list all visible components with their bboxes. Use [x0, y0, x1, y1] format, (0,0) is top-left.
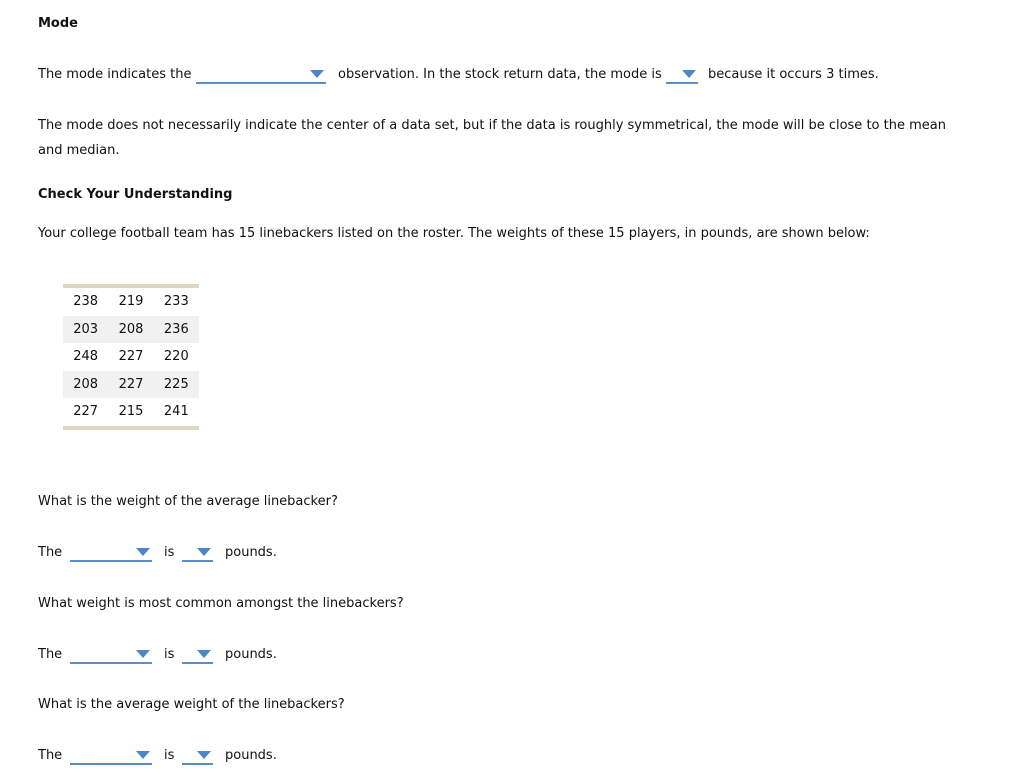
question-2-suffix: pounds.: [225, 647, 277, 662]
question-3-value-dropdown[interactable]: [182, 749, 213, 765]
question-1-is: is: [164, 545, 175, 560]
mode-sentence-middle: observation. In the stock return data, the mode is: [338, 67, 662, 82]
question-1-prompt: What is the weight of the average linebacker?: [38, 494, 338, 509]
table-cell: 248: [73, 349, 99, 365]
question-2-is: is: [164, 647, 175, 662]
chevron-down-icon: [197, 650, 211, 658]
table-cell: 225: [154, 371, 199, 399]
question-3-suffix: pounds.: [225, 748, 277, 763]
question-3-prefix: The: [38, 748, 63, 763]
table-cell: 215: [118, 404, 144, 420]
question-3-is: is: [164, 748, 175, 763]
question-2-prefix: The: [38, 647, 63, 662]
chevron-down-icon: [682, 70, 696, 78]
table-cell: 208: [108, 316, 153, 344]
question-1-value-dropdown[interactable]: [182, 546, 213, 562]
question-2-measure-dropdown[interactable]: [70, 648, 152, 664]
table-row: [63, 398, 199, 428]
check-intro: Your college football team has 15 linebackers listed on the roster. The weights of these 15 players, in pounds, are shown below:: [38, 226, 870, 241]
table-cell: 227: [73, 404, 99, 420]
mode-paragraph: The mode does not necessarily indicate the center of a data set, but if the data is roughly symmetrical, the mode will be close to the mean and median.: [38, 118, 946, 158]
chevron-down-icon: [197, 751, 211, 759]
question-1-prefix: The: [38, 545, 63, 560]
question-1-measure-dropdown[interactable]: [70, 546, 152, 562]
table-row: [63, 371, 199, 399]
mode-observation-dropdown[interactable]: [196, 68, 326, 84]
chevron-down-icon: [197, 548, 211, 556]
table-cell: 233: [163, 294, 189, 310]
section-title: Mode: [38, 16, 78, 31]
table-cell: 220: [163, 349, 189, 365]
table-row: [63, 343, 199, 371]
table-cell: 236: [154, 316, 199, 344]
chevron-down-icon: [136, 751, 150, 759]
check-title: Check Your Understanding: [38, 187, 233, 202]
question-3-measure-dropdown[interactable]: [70, 749, 152, 765]
table-row: [63, 316, 199, 344]
table-cell: 238: [73, 294, 99, 310]
table-cell: 241: [163, 404, 189, 420]
question-2-value-dropdown[interactable]: [182, 648, 213, 664]
mode-sentence-start: The mode indicates the: [38, 67, 192, 82]
mode-sentence-end: because it occurs 3 times.: [708, 67, 879, 82]
chevron-down-icon: [310, 70, 324, 78]
question-1-suffix: pounds.: [225, 545, 277, 560]
weights-table: [63, 284, 199, 430]
chevron-down-icon: [136, 548, 150, 556]
table-cell: 219: [118, 294, 144, 310]
mode-value-dropdown[interactable]: [666, 68, 698, 84]
table-cell: 203: [63, 316, 108, 344]
table-cell: 227: [118, 349, 144, 365]
table-row: [63, 286, 199, 316]
question-3-prompt: What is the average weight of the linebackers?: [38, 697, 345, 712]
question-2-prompt: What weight is most common amongst the linebackers?: [38, 596, 404, 611]
table-cell: 208: [63, 371, 108, 399]
table-cell: 227: [108, 371, 153, 399]
chevron-down-icon: [136, 650, 150, 658]
